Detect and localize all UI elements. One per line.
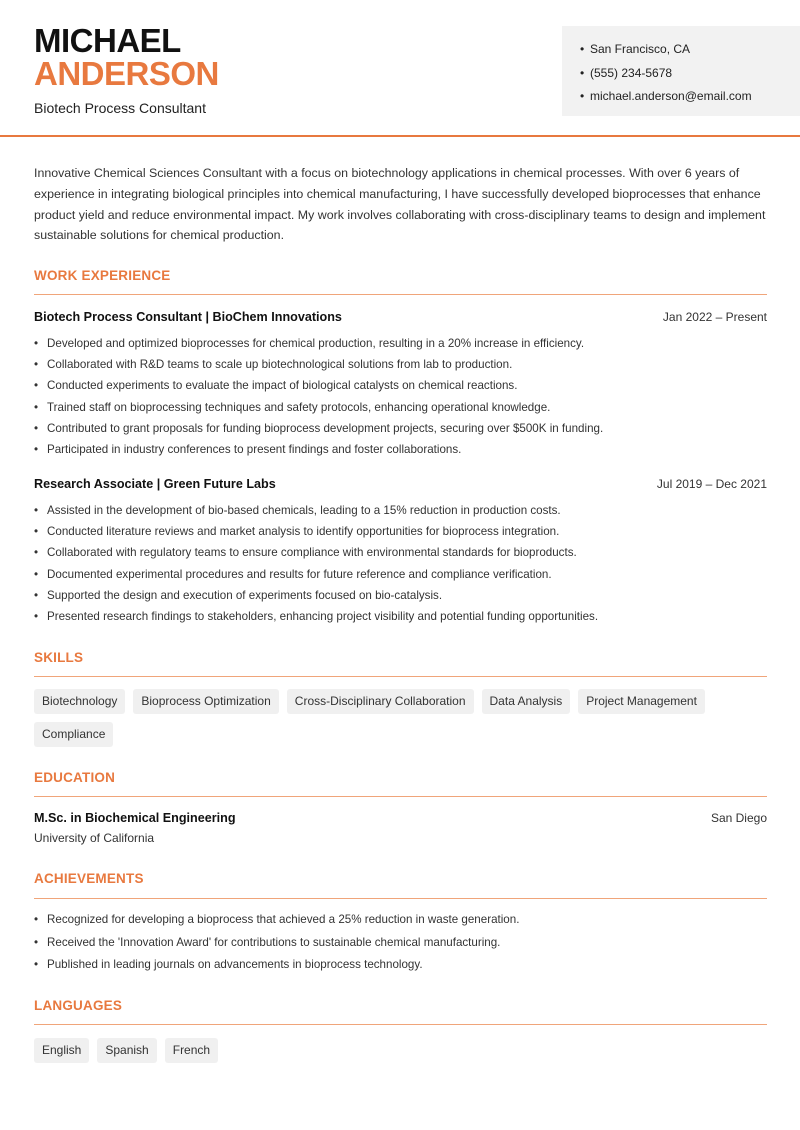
achievement-item: • Published in leading journals on advancements in bioprocess technology. — [34, 954, 764, 977]
job-dates: Jan 2022 – Present — [662, 310, 767, 324]
section-title-skills: SKILLS — [34, 650, 84, 665]
job-bullet: • Conducted literature reviews and market analysis to identify opportunities for bioprocess integration. — [34, 521, 764, 542]
languages-list — [34, 1038, 774, 1063]
job-bullet: • Conducted experiments to evaluate the impact of biological catalysts on chemical reactions. — [34, 375, 764, 396]
job-bullets — [34, 333, 764, 460]
job-bullet: • Contributed to grant proposals for funding bioprocess development projects, securing over $500K in funding. — [34, 418, 764, 439]
skill-chip: Biotechnology — [34, 689, 125, 714]
contact-phone: • (555) 234-5678 — [580, 62, 800, 86]
skill-chip: Project Management — [578, 689, 705, 714]
first-name: MICHAEL — [34, 22, 181, 59]
job-bullet: • Trained staff on bioprocessing techniques and safety protocols, enhancing operational knowledge. — [34, 397, 764, 418]
job-bullet: • Developed and optimized bioprocesses for chemical production, resulting in a 20% increase in efficiency. — [34, 333, 764, 354]
section-title-achievements: ACHIEVEMENTS — [34, 871, 144, 886]
section-divider — [34, 898, 767, 899]
job-bullet: • Presented research findings to stakeholders, enhancing project visibility and potential funding opportunities. — [34, 606, 764, 627]
section-divider — [34, 1024, 767, 1025]
language-chip: Spanish — [97, 1038, 156, 1063]
section-divider — [34, 796, 767, 797]
job-bullet: • Collaborated with R&D teams to scale up biotechnological solutions from lab to production. — [34, 354, 764, 375]
summary-paragraph: Innovative Chemical Sciences Consultant with a focus on biotechnology applications in chemical processes. With over 6 years of experience in integrating biological principles into chemical manufacturing, I have successfully developed bioprocesses that enhance product yield and reduce environmental impact. My work involves collaborating with cross-disciplinary teams to design and implement sustainable solutions for chemical production. — [34, 166, 766, 243]
job-title: Research Associate | Green Future Labs — [34, 477, 276, 491]
skill-chip: Bioprocess Optimization — [133, 689, 278, 714]
skills-list — [34, 689, 774, 747]
achievement-item: • Received the 'Innovation Award' for contributions to sustainable chemical manufacturing. — [34, 932, 764, 955]
skill-chip: Cross-Disciplinary Collaboration — [287, 689, 474, 714]
section-title-education: EDUCATION — [34, 770, 116, 785]
achievement-item: • Recognized for developing a bioprocess that achieved a 25% reduction in waste generation. — [34, 909, 764, 932]
section-divider — [34, 294, 767, 295]
job-bullet: • Collaborated with regulatory teams to ensure compliance with environmental standards for bioproducts. — [34, 542, 764, 563]
job-title-heading: Biotech Process Consultant — [34, 100, 206, 116]
language-chip: French — [165, 1038, 218, 1063]
skill-chip: Compliance — [34, 722, 113, 747]
achievements-list — [34, 909, 764, 977]
education-degree: M.Sc. in Biochemical Engineering — [34, 811, 236, 825]
contact-location: • San Francisco, CA — [580, 38, 800, 62]
job-title: Biotech Process Consultant | BioChem Innovations — [34, 310, 342, 324]
contact-box — [562, 26, 800, 116]
skill-chip: Data Analysis — [482, 689, 571, 714]
contact-list — [580, 38, 800, 109]
language-chip: English — [34, 1038, 89, 1063]
job-dates: Jul 2019 – Dec 2021 — [656, 477, 767, 491]
job-bullets — [34, 500, 764, 627]
education-school: University of California — [34, 831, 155, 845]
section-divider — [34, 676, 767, 677]
resume-header — [0, 0, 800, 137]
job-bullet: • Assisted in the development of bio-based chemicals, leading to a 15% reduction in production costs. — [34, 500, 764, 521]
last-name: ANDERSON — [34, 55, 219, 92]
section-title-work: WORK EXPERIENCE — [34, 268, 171, 283]
job-bullet: • Documented experimental procedures and results for future reference and compliance verification. — [34, 564, 764, 585]
job-bullet: • Supported the design and execution of experiments focused on bio-catalysis. — [34, 585, 764, 606]
education-location: San Diego — [710, 811, 767, 825]
job-bullet: • Participated in industry conferences to present findings and foster collaborations. — [34, 439, 764, 460]
section-title-languages: LANGUAGES — [34, 998, 123, 1013]
contact-email: • michael.anderson@email.com — [580, 85, 800, 109]
